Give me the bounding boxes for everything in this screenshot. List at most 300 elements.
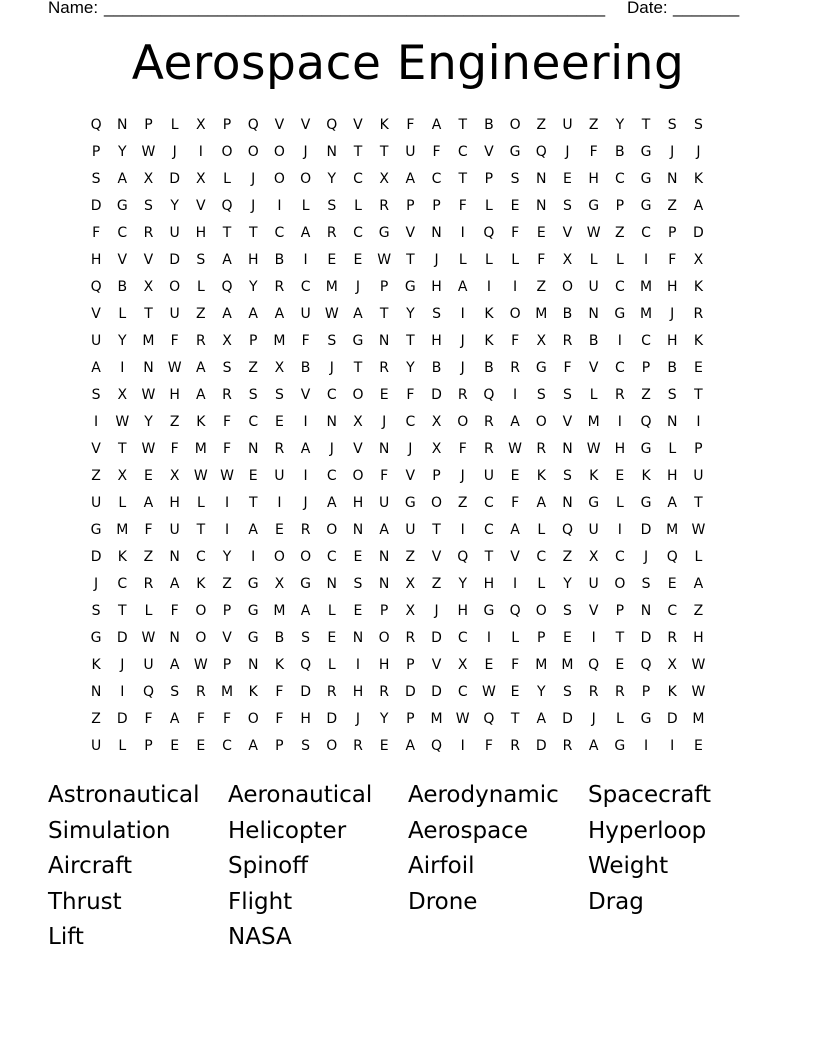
grid-letter: H (588, 171, 599, 187)
grid-letter: H (614, 441, 626, 457)
grid-letter: T (248, 225, 258, 241)
grid-letter: N (247, 441, 259, 457)
grid-letter: F (589, 144, 598, 160)
grid-letter: T (432, 522, 441, 538)
grid-letter: R (484, 441, 494, 457)
grid-letter: D (693, 225, 704, 241)
grid-letter: Z (196, 306, 206, 322)
word-list-item: Lift (48, 924, 84, 950)
grid-letter: N (536, 171, 547, 187)
grid-letter: H (666, 279, 678, 295)
grid-row (83, 112, 738, 139)
grid-letter: G (90, 630, 102, 646)
grid-letter: X (274, 576, 285, 592)
grid-letter: N (169, 549, 180, 565)
grid-letter: G (300, 576, 312, 592)
grid-letter: G (588, 495, 600, 511)
grid-letter: D (431, 630, 442, 646)
grid-letter: C (222, 738, 232, 754)
grid-letter: J (251, 171, 256, 187)
grid-letter: B (300, 360, 311, 376)
word-list-item: Aeronautical (228, 782, 373, 808)
grid-letter: J (355, 279, 361, 295)
grid-letter: R (614, 684, 625, 700)
grid-letter: N (326, 576, 338, 592)
grid-letter: Y (615, 117, 625, 133)
grid-letter: Z (641, 387, 651, 403)
grid-letter: Z (536, 279, 547, 295)
grid-letter: W (193, 468, 208, 484)
grid-letter: W (141, 441, 156, 457)
grid-letter: O (509, 306, 521, 322)
grid-letter: R (614, 387, 625, 403)
grid-letter: I (224, 495, 230, 511)
grid-letter: H (352, 495, 364, 511)
grid-letter: V (222, 630, 232, 646)
grid-letter: V (405, 225, 416, 241)
grid-letter: O (300, 549, 312, 565)
grid-letter: U (405, 522, 416, 538)
grid-letter: I (224, 522, 230, 538)
grid-letter: G (614, 738, 626, 754)
grid-letter: J (434, 252, 439, 268)
word-list-item: Simulation (48, 817, 171, 844)
grid-letter: W (586, 225, 601, 241)
grid-letter: M (535, 306, 548, 322)
grid-letter: D (90, 198, 102, 214)
grid-letter: S (327, 198, 337, 214)
grid-letter: Q (535, 144, 547, 160)
grid-letter: A (300, 225, 311, 241)
grid-letter: Y (458, 576, 467, 592)
grid-letter: R (274, 441, 285, 457)
grid-letter: F (484, 738, 493, 754)
grid-letter: A (536, 711, 547, 727)
grid-letter: Q (561, 522, 573, 538)
grid-letter: Q (457, 549, 469, 565)
grid-letter: T (694, 495, 703, 511)
grid-letter: L (118, 495, 127, 511)
letter-grid (83, 112, 738, 760)
grid-letter: F (511, 657, 520, 673)
grid-letter: B (274, 252, 285, 268)
word-list-item: Hyperloop (588, 817, 707, 844)
grid-letter: Q (431, 738, 443, 754)
grid-letter: U (562, 117, 573, 133)
grid-letter: N (117, 117, 128, 133)
grid-letter: F (170, 603, 179, 619)
grid-letter: S (563, 468, 572, 484)
grid-letter: O (195, 603, 207, 619)
grid-letter: F (92, 225, 101, 241)
grid-letter: R (195, 333, 206, 349)
word-list-item: Drag (588, 888, 644, 915)
grid-letter: S (563, 684, 572, 700)
grid-letter: T (222, 225, 232, 241)
grid-letter: C (614, 279, 625, 295)
grid-letter: I (251, 549, 256, 565)
grid-letter: U (169, 225, 180, 241)
grid-letter: F (458, 441, 467, 457)
grid-letter: F (144, 522, 153, 538)
grid-letter: L (301, 198, 310, 214)
grid-letter: G (247, 630, 259, 646)
word-list-item: Helicopter (228, 817, 347, 844)
grid-letter: P (432, 468, 441, 484)
grid-letter: C (195, 549, 206, 565)
grid-letter: N (666, 414, 678, 430)
grid-letter: V (143, 252, 154, 268)
grid-letter: Q (221, 198, 233, 214)
grid-letter: M (692, 711, 705, 727)
grid-letter: M (639, 279, 653, 295)
grid-letter: A (196, 360, 206, 376)
grid-letter: J (460, 360, 465, 376)
grid-letter: T (615, 630, 625, 646)
grid-letter: I (486, 279, 491, 295)
grid-letter: P (91, 144, 101, 160)
grid-letter: N (169, 630, 180, 646)
grid-letter: E (196, 738, 206, 754)
grid-letter: Q (666, 549, 678, 565)
grid-letter: Z (536, 117, 547, 133)
grid-letter: V (117, 252, 128, 268)
grid-letter: N (378, 333, 390, 349)
grid-letter: L (589, 252, 598, 268)
grid-row (83, 625, 738, 652)
grid-letter: P (615, 198, 625, 214)
grid-letter: M (273, 333, 286, 349)
grid-letter: Z (143, 549, 154, 565)
grid-letter: A (274, 306, 285, 322)
grid-letter: E (693, 738, 703, 754)
grid-letter: E (615, 468, 625, 484)
grid-letter: Z (222, 576, 232, 592)
grid-letter: Z (457, 495, 468, 511)
grid-letter: T (353, 360, 363, 376)
grid-letter: X (117, 468, 128, 484)
grid-letter: B (117, 279, 128, 295)
word-list-item: NASA (228, 924, 292, 950)
grid-letter: H (247, 252, 259, 268)
grid-letter: W (167, 360, 182, 376)
grid-letter: T (196, 522, 206, 538)
grid-letter: X (562, 252, 573, 268)
grid-letter: J (696, 144, 701, 160)
grid-letter: J (643, 549, 649, 565)
grid-letter: W (455, 711, 470, 727)
grid-letter: H (431, 279, 442, 295)
grid-letter: A (143, 495, 154, 511)
grid-letter: K (484, 306, 494, 322)
grid-letter: J (355, 711, 361, 727)
grid-letter: L (170, 117, 179, 133)
grid-row (83, 517, 738, 544)
grid-letter: E (510, 198, 520, 214)
grid-letter: L (196, 495, 205, 511)
grid-letter: U (274, 468, 285, 484)
name-label: Name: (48, 0, 99, 17)
grid-letter: X (379, 171, 389, 187)
grid-letter: R (326, 684, 337, 700)
grid-letter: N (326, 414, 338, 430)
grid-letter: A (457, 279, 468, 295)
grid-row (83, 382, 738, 409)
grid-letter: E (693, 360, 703, 376)
grid-letter: O (247, 144, 259, 160)
grid-letter: L (118, 306, 127, 322)
grid-letter: S (510, 171, 520, 187)
grid-letter: E (510, 684, 520, 700)
grid-row (83, 355, 738, 382)
grid-letter: A (196, 387, 206, 403)
grid-letter: G (509, 144, 521, 160)
grid-letter: A (248, 522, 258, 538)
grid-letter: M (535, 657, 548, 673)
grid-letter: C (248, 414, 259, 430)
grid-letter: P (222, 117, 232, 133)
grid-letter: R (326, 225, 337, 241)
grid-letter: X (117, 387, 128, 403)
grid-letter: V (510, 549, 520, 565)
grid-letter: G (640, 144, 652, 160)
grid-letter: U (90, 738, 102, 754)
grid-letter: K (693, 171, 703, 187)
grid-letter: Z (588, 117, 599, 133)
grid-letter: M (273, 603, 286, 619)
grid-letter: J (565, 144, 570, 160)
grid-letter: K (274, 657, 284, 673)
grid-letter: X (405, 603, 416, 619)
grid-letter: R (484, 414, 494, 430)
puzzle-title: Aerospace Engineering (131, 36, 685, 91)
grid-row (83, 463, 738, 490)
grid-letter: N (666, 171, 678, 187)
grid-letter: E (274, 522, 284, 538)
grid-letter: G (404, 495, 416, 511)
grid-letter: H (666, 468, 678, 484)
grid-letter: P (406, 711, 415, 727)
grid-letter: Z (615, 225, 625, 241)
grid-letter: P (144, 738, 153, 754)
grid-letter: V (353, 117, 363, 133)
grid-row (83, 733, 738, 760)
grid-letter: A (248, 306, 258, 322)
grid-letter: Y (118, 333, 127, 349)
grid-letter: D (116, 630, 128, 646)
grid-letter: F (458, 198, 467, 214)
grid-letter: N (378, 441, 390, 457)
grid-letter: A (248, 738, 258, 754)
grid-letter: Q (483, 225, 495, 241)
grid-letter: X (536, 333, 547, 349)
grid-letter: C (484, 522, 494, 538)
grid-letter: O (509, 117, 521, 133)
grid-letter: R (693, 306, 704, 322)
grid-letter: T (118, 441, 127, 457)
grid-letter: T (510, 711, 520, 727)
grid-letter: Q (326, 117, 338, 133)
grid-letter: A (431, 117, 442, 133)
grid-letter: I (513, 387, 518, 403)
grid-letter: R (510, 738, 520, 754)
grid-letter: D (640, 522, 652, 538)
grid-letter: B (484, 117, 494, 133)
grid-letter: G (535, 360, 547, 376)
grid-letter: M (220, 684, 234, 700)
grid-letter: T (248, 495, 258, 511)
grid-letter: D (562, 711, 573, 727)
grid-letter: K (248, 684, 258, 700)
grid-letter: C (300, 279, 311, 295)
grid-letter: V (562, 414, 573, 430)
grid-letter: F (170, 333, 179, 349)
grid-letter: V (405, 468, 416, 484)
word-list-item: Spacecraft (588, 782, 711, 808)
grid-letter: O (614, 576, 626, 592)
grid-letter: W (691, 522, 706, 538)
word-list-item: Aerospace (408, 817, 528, 844)
grid-letter: X (588, 549, 599, 565)
grid-letter: Z (667, 198, 678, 214)
grid-letter: X (196, 171, 206, 187)
grid-letter: H (90, 252, 102, 268)
grid-letter: O (326, 522, 338, 538)
grid-letter: X (405, 576, 416, 592)
grid-letter: O (561, 279, 573, 295)
grid-letter: R (353, 738, 363, 754)
grid-letter: M (587, 414, 600, 430)
grid-letter: E (327, 252, 337, 268)
grid-letter: A (693, 576, 704, 592)
grid-letter: Z (169, 414, 180, 430)
grid-letter: Q (640, 657, 652, 673)
grid-letter: Y (406, 306, 415, 322)
grid-letter: A (326, 495, 337, 511)
grid-letter: L (615, 252, 624, 268)
grid-letter: I (643, 252, 649, 268)
grid-letter: S (693, 117, 703, 133)
grid-letter: T (458, 171, 467, 187)
grid-letter: A (300, 441, 311, 457)
grid-letter: G (614, 306, 626, 322)
grid-letter: L (223, 171, 231, 187)
grid-letter: E (248, 468, 258, 484)
grid-letter: K (117, 549, 127, 565)
grid-row (83, 139, 738, 166)
grid-letter: E (170, 738, 180, 754)
grid-letter: T (353, 144, 363, 160)
grid-letter: R (143, 225, 154, 241)
grid-letter: T (458, 117, 467, 133)
word-list-item: Aerodynamic (408, 782, 559, 808)
grid-letter: F (537, 252, 546, 268)
grid-letter: I (198, 144, 203, 160)
grid-letter: C (641, 333, 651, 349)
grid-letter: C (536, 549, 547, 565)
grid-letter: U (483, 468, 495, 484)
grid-letter: L (537, 522, 546, 538)
worksheet-header (0, 0, 816, 20)
grid-letter: R (667, 630, 678, 646)
grid-letter: S (91, 171, 101, 187)
grid-letter: P (144, 117, 153, 133)
grid-letter: I (94, 414, 99, 430)
grid-letter: A (379, 522, 389, 538)
grid-letter: I (670, 738, 675, 754)
date-blank-line: _______ (673, 0, 740, 17)
grid-letter: L (615, 495, 624, 511)
grid-letter: D (169, 171, 181, 187)
grid-letter: I (460, 522, 465, 538)
grid-letter: G (588, 198, 600, 214)
grid-letter: S (563, 603, 572, 619)
grid-letter: Z (405, 549, 416, 565)
grid-letter: U (300, 306, 311, 322)
grid-letter: B (562, 306, 573, 322)
grid-letter: T (406, 252, 415, 268)
grid-letter: F (275, 684, 284, 700)
grid-letter: I (460, 225, 465, 241)
grid-letter: O (300, 171, 312, 187)
grid-row (83, 220, 738, 247)
grid-letter: C (457, 630, 468, 646)
grid-letter: L (327, 603, 336, 619)
grid-letter: I (643, 738, 649, 754)
grid-letter: G (116, 198, 128, 214)
grid-letter: R (274, 279, 285, 295)
grid-row (83, 571, 738, 598)
grid-letter: L (196, 279, 205, 295)
grid-letter: A (693, 198, 704, 214)
grid-letter: A (588, 738, 599, 754)
grid-letter: B (588, 333, 599, 349)
grid-row (83, 598, 738, 625)
grid-letter: I (696, 414, 701, 430)
grid-letter: Q (640, 414, 652, 430)
grid-letter: I (486, 630, 491, 646)
grid-letter: M (430, 711, 443, 727)
grid-letter: U (693, 468, 704, 484)
grid-letter: T (144, 306, 153, 322)
grid-letter: W (141, 387, 156, 403)
grid-letter: I (513, 576, 518, 592)
grid-letter: B (667, 360, 678, 376)
grid-letter: C (431, 171, 442, 187)
grid-letter: Y (170, 198, 179, 214)
grid-letter: O (431, 495, 443, 511)
grid-letter: I (303, 414, 308, 430)
grid-letter: G (90, 522, 102, 538)
grid-letter: G (247, 576, 259, 592)
grid-letter: A (222, 252, 232, 268)
grid-letter: N (326, 144, 338, 160)
grid-letter: N (562, 441, 573, 457)
grid-letter: E (510, 468, 520, 484)
grid-letter: W (141, 144, 156, 160)
grid-letter: H (352, 684, 364, 700)
grid-letter: T (484, 549, 494, 565)
grid-letter: U (90, 495, 102, 511)
grid-letter: S (641, 576, 651, 592)
grid-letter: U (588, 522, 599, 538)
grid-letter: H (169, 495, 180, 511)
grid-letter: U (143, 657, 154, 673)
grid-letter: L (327, 657, 336, 673)
grid-letter: F (223, 441, 232, 457)
grid-letter: E (353, 549, 363, 565)
grid-letter: I (617, 522, 622, 538)
